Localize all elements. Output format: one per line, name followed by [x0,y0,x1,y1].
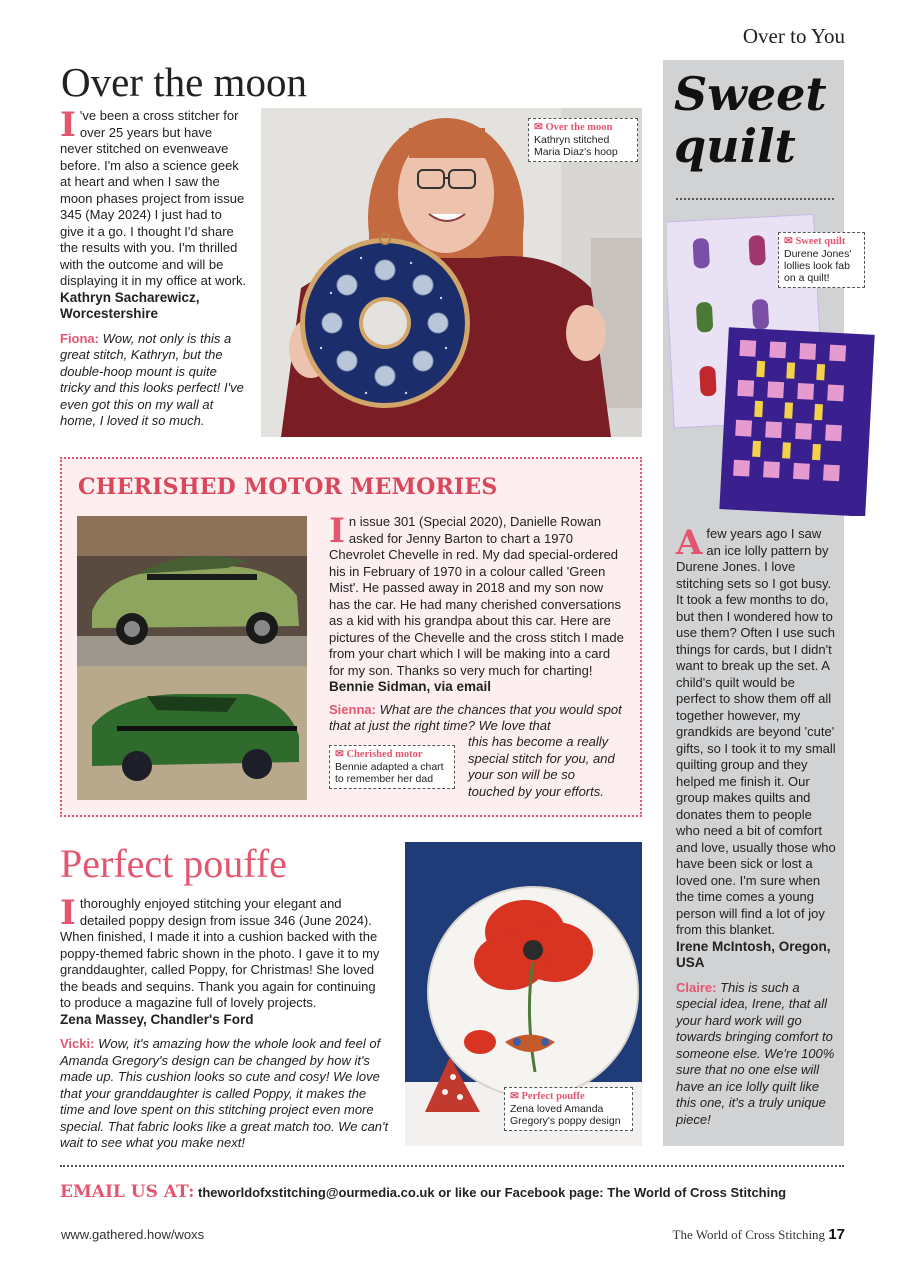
moon-reply [60,331,248,430]
caption-over-the-moon [528,118,638,162]
drop-cap: A [676,523,703,563]
caption-text: Kathryn stitched Maria Diaz's hoop [534,134,618,158]
moon-reply-text: Wow, not only is this a great stitch, Kathryn, but the double-hoop mount is quite tricky and this looks perfect! I've even got this on my wall at home, I loved it so much. [60,330,244,428]
envelope-icon: ✉ [534,122,543,133]
caption-perfect-pouffe [504,1087,633,1131]
caption-text: Durene Jones' lollies look fab on a quilt! [784,248,852,284]
footer-divider [60,1165,844,1167]
article-title-cherished-motor: CHERISHED MOTOR MEMORIES [78,474,498,500]
envelope-icon: ✉ [784,236,793,247]
envelope-icon: ✉ [335,749,344,760]
car-illustration [77,516,307,666]
motor-reply [329,702,625,735]
caption-sweet-quilt [778,232,865,288]
motor-letter [329,511,625,735]
drop-cap: I [60,105,76,145]
caption-title [335,749,449,761]
pouffe-reply-text: Wow, it's amazing how the whole look and feel of Amanda Gregory's design can be changed by how it's made up. This cushion looks so cute and cosy! We love that your granddaughter is called Poppy, it makes the time and love spent on this stitching project even more special. That fabric looks like a great match too. We can't wait to see what you make next! [60,1036,389,1150]
caption-title [784,236,859,248]
article-title-over-the-moon: Over the moon [61,59,307,105]
website-link[interactable]: www.gathered.how/woxs [61,1227,205,1242]
moon-body: 've been a cross stitcher for over 25 years but have never stitched on evenweave before. I'm also a science geek at heart and when I saw the moon phases project from issue 345 (May 2024) I just had to give it a go. I thought I'd share the results with you. I'm thrilled with the outcome and will be displaying it in my office at work. [60,108,247,288]
caption-title-text: Cherished motor [346,749,423,760]
caption-cherished-motor [329,745,455,789]
moon-letter [60,105,248,430]
footer-email-line [60,1182,786,1202]
moon-reply-name: Fiona: [60,330,99,346]
caption-title-text: Over the moon [545,122,613,133]
motor-reply-continued: this has become a really special stitch for you, and your son will be so touched by your efforts. [468,734,615,799]
photo-car-cross-stitch [77,666,307,800]
quilt-signature: Irene McIntosh, Oregon, USA [676,938,831,970]
drop-cap: I [60,893,76,933]
pouffe-letter [60,893,390,1152]
quilt-body: few years ago I saw an ice lolly pattern by Durene Jones. I love stitching sets so I got busy. It took a few months to do, but then I wondered how to use them? Often I use such things for cards, but I didn't want to break up the set. A child's quilt would be perfect to show them off all together however, my grandkids are beyond 'cute' gifts, so I took it to my small quilting group and they helped me finish it. Our group makes quilts and donates them to people who need a bit of comfort and love, usually those who have been sick or lost a loved one. I'm sure when the time comes a young person will find a lot of joy from this blanket. [676,526,836,937]
motor-reply-name: Sienna: [329,701,376,717]
photo-chevelle-car [77,516,307,666]
pouffe-reply [60,1036,390,1152]
motor-body: n issue 301 (Special 2020), Danielle Rowan asked for Jenny Barton to chart a 1970 Chevrolet Chevelle in red. My dad special-ordered his in February of 1970 in a colour called 'Green Mist'. He passed away in 2018 and my son now has the car. He had many cherished conversations as a kid with his grandpa about this car. Here are pictures of the Chevelle and the cross stitch I made from your chart which I will be making into a card for my son. Thanks so very much for charting! [329,514,624,678]
caption-title-text: Perfect pouffe [521,1091,585,1102]
page-footer [673,1226,845,1243]
article-title-sweet-quilt: Sweet quilt [674,67,827,173]
envelope-icon: ✉ [510,1091,519,1102]
article-title-perfect-pouffe: Perfect pouffe [60,841,287,886]
quilt-reply-name: Claire: [676,979,717,995]
moon-signature: Kathryn Sacharewicz, Worcestershire [60,289,200,321]
motor-signature: Bennie Sidman, via email [329,679,492,694]
page-number: 17 [828,1226,845,1243]
caption-text: Bennie adapted a chart to remember her dad [335,761,444,785]
caption-title [534,122,632,134]
magazine-title: The World of Cross Stitching [672,1227,826,1242]
motor-reply-text-a: What are the chances that you would spot that at just the right time? We love that [329,701,622,733]
car-stitch-illustration [77,666,307,800]
quilt-letter [676,523,836,1128]
caption-title [510,1091,627,1103]
pouffe-body: thoroughly enjoyed stitching your elegant and detailed poppy design from issue 346 (June 2024). When finished, I made it into a cushion backed with the poppy-themed fabric shown in the photo. I gave it to my granddaughter, called Poppy, for Christmas! She loved the beads and sequins. Thank you again for continuing to produce a magazine full of lovely projects. [60,896,380,1010]
divider [676,198,834,200]
section-label: Over to You [742,24,845,48]
pouffe-reply-name: Vicki: [60,1036,95,1051]
email-label: EMAIL US AT: [60,1182,195,1202]
email-address-link[interactable]: theworldofxstitching@ourmedia.co.uk or like our Facebook page: The World of Cross Stitching [198,1185,787,1200]
drop-cap: I [329,511,345,551]
quilt-reply-text: This is such a special idea, Irene, that all your hard work will go towards bringing comfort to someone else. We're 100% sure that no one else will have an ice lolly quilt like this one, it's a truly unique piece! [676,979,835,1127]
pouffe-signature: Zena Massey, Chandler's Ford [60,1011,254,1027]
caption-title-text: Sweet quilt [795,236,846,247]
caption-text: Zena loved Amanda Gregory's poppy design [510,1103,621,1127]
quilt-reply [676,980,836,1129]
